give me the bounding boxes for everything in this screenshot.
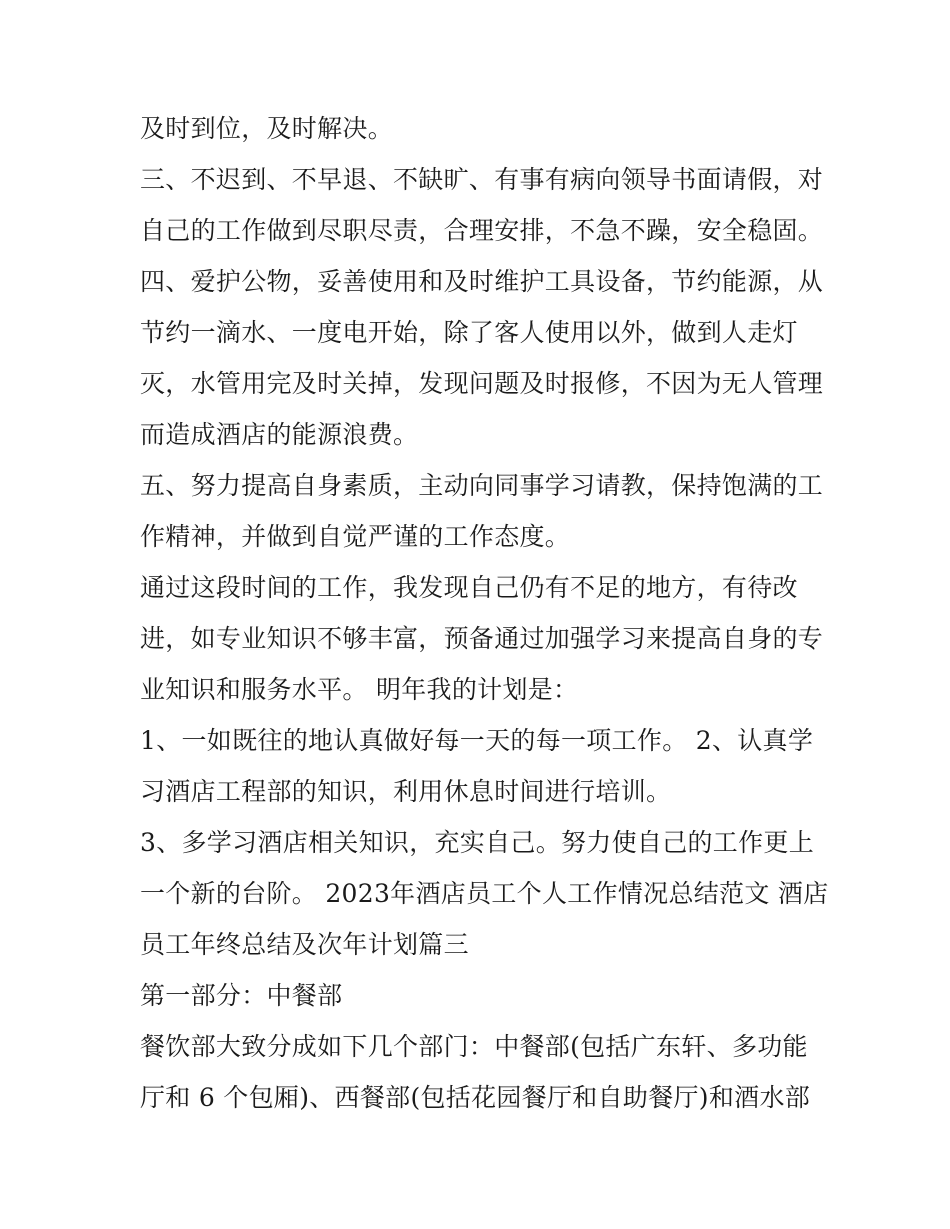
text-line: 厅和 6 个包厢)、西餐部(包括花园餐厅和自助餐厅)和酒水部: [140, 1083, 811, 1112]
text-line: 1、一如既往的地认真做好每一天的每一项工作。 2、认真学: [140, 726, 814, 755]
text-line: 作精神，并做到自觉严谨的工作态度。: [140, 522, 571, 551]
text-line: 员工年终总结及次年计划篇三: [140, 930, 469, 959]
text-line: 餐饮部大致分成如下几个部门：中餐部(包括广东轩、多功能: [140, 1032, 808, 1061]
text-line: 灭，水管用完及时关掉，发现问题及时报修，不因为无人管理: [140, 369, 824, 398]
text-line: 业知识和服务水平。 明年我的计划是：: [140, 675, 579, 704]
text-line: 四、爱护公物，妥善使用和及时维护工具设备，节约能源，从: [140, 267, 824, 296]
text-line: 而造成酒店的能源浪费。: [140, 420, 419, 449]
text-line: 进，如专业知识不够丰富，预备通过加强学习来提高自身的专: [140, 624, 824, 653]
section-heading: 第一部分：中餐部: [140, 981, 343, 1010]
text-line: 通过这段时间的工作，我发现自己仍有不足的地方，有待改: [140, 573, 798, 602]
text-line: 五、努力提高自身素质，主动向同事学习请教，保持饱满的工: [140, 471, 824, 500]
text-line: 习酒店工程部的知识，利用休息时间进行培训。: [140, 777, 672, 806]
text-line: 3、多学习酒店相关知识，充实自己。努力使自己的工作更上: [140, 828, 815, 857]
text-line: 节约一滴水、一度电开始，除了客人使用以外，做到人走灯: [140, 318, 798, 347]
text-line: 一个新的台阶。 2023年酒店员工个人工作情况总结范文 酒店: [140, 879, 829, 908]
text-line: 及时到位，及时解决。: [140, 114, 394, 143]
text-line: 自己的工作做到尽职尽责，合理安排，不急不躁，安全稳固。: [140, 216, 824, 245]
text-line: 三、不迟到、不早退、不缺旷、有事有病向领导书面请假，对: [140, 165, 824, 194]
